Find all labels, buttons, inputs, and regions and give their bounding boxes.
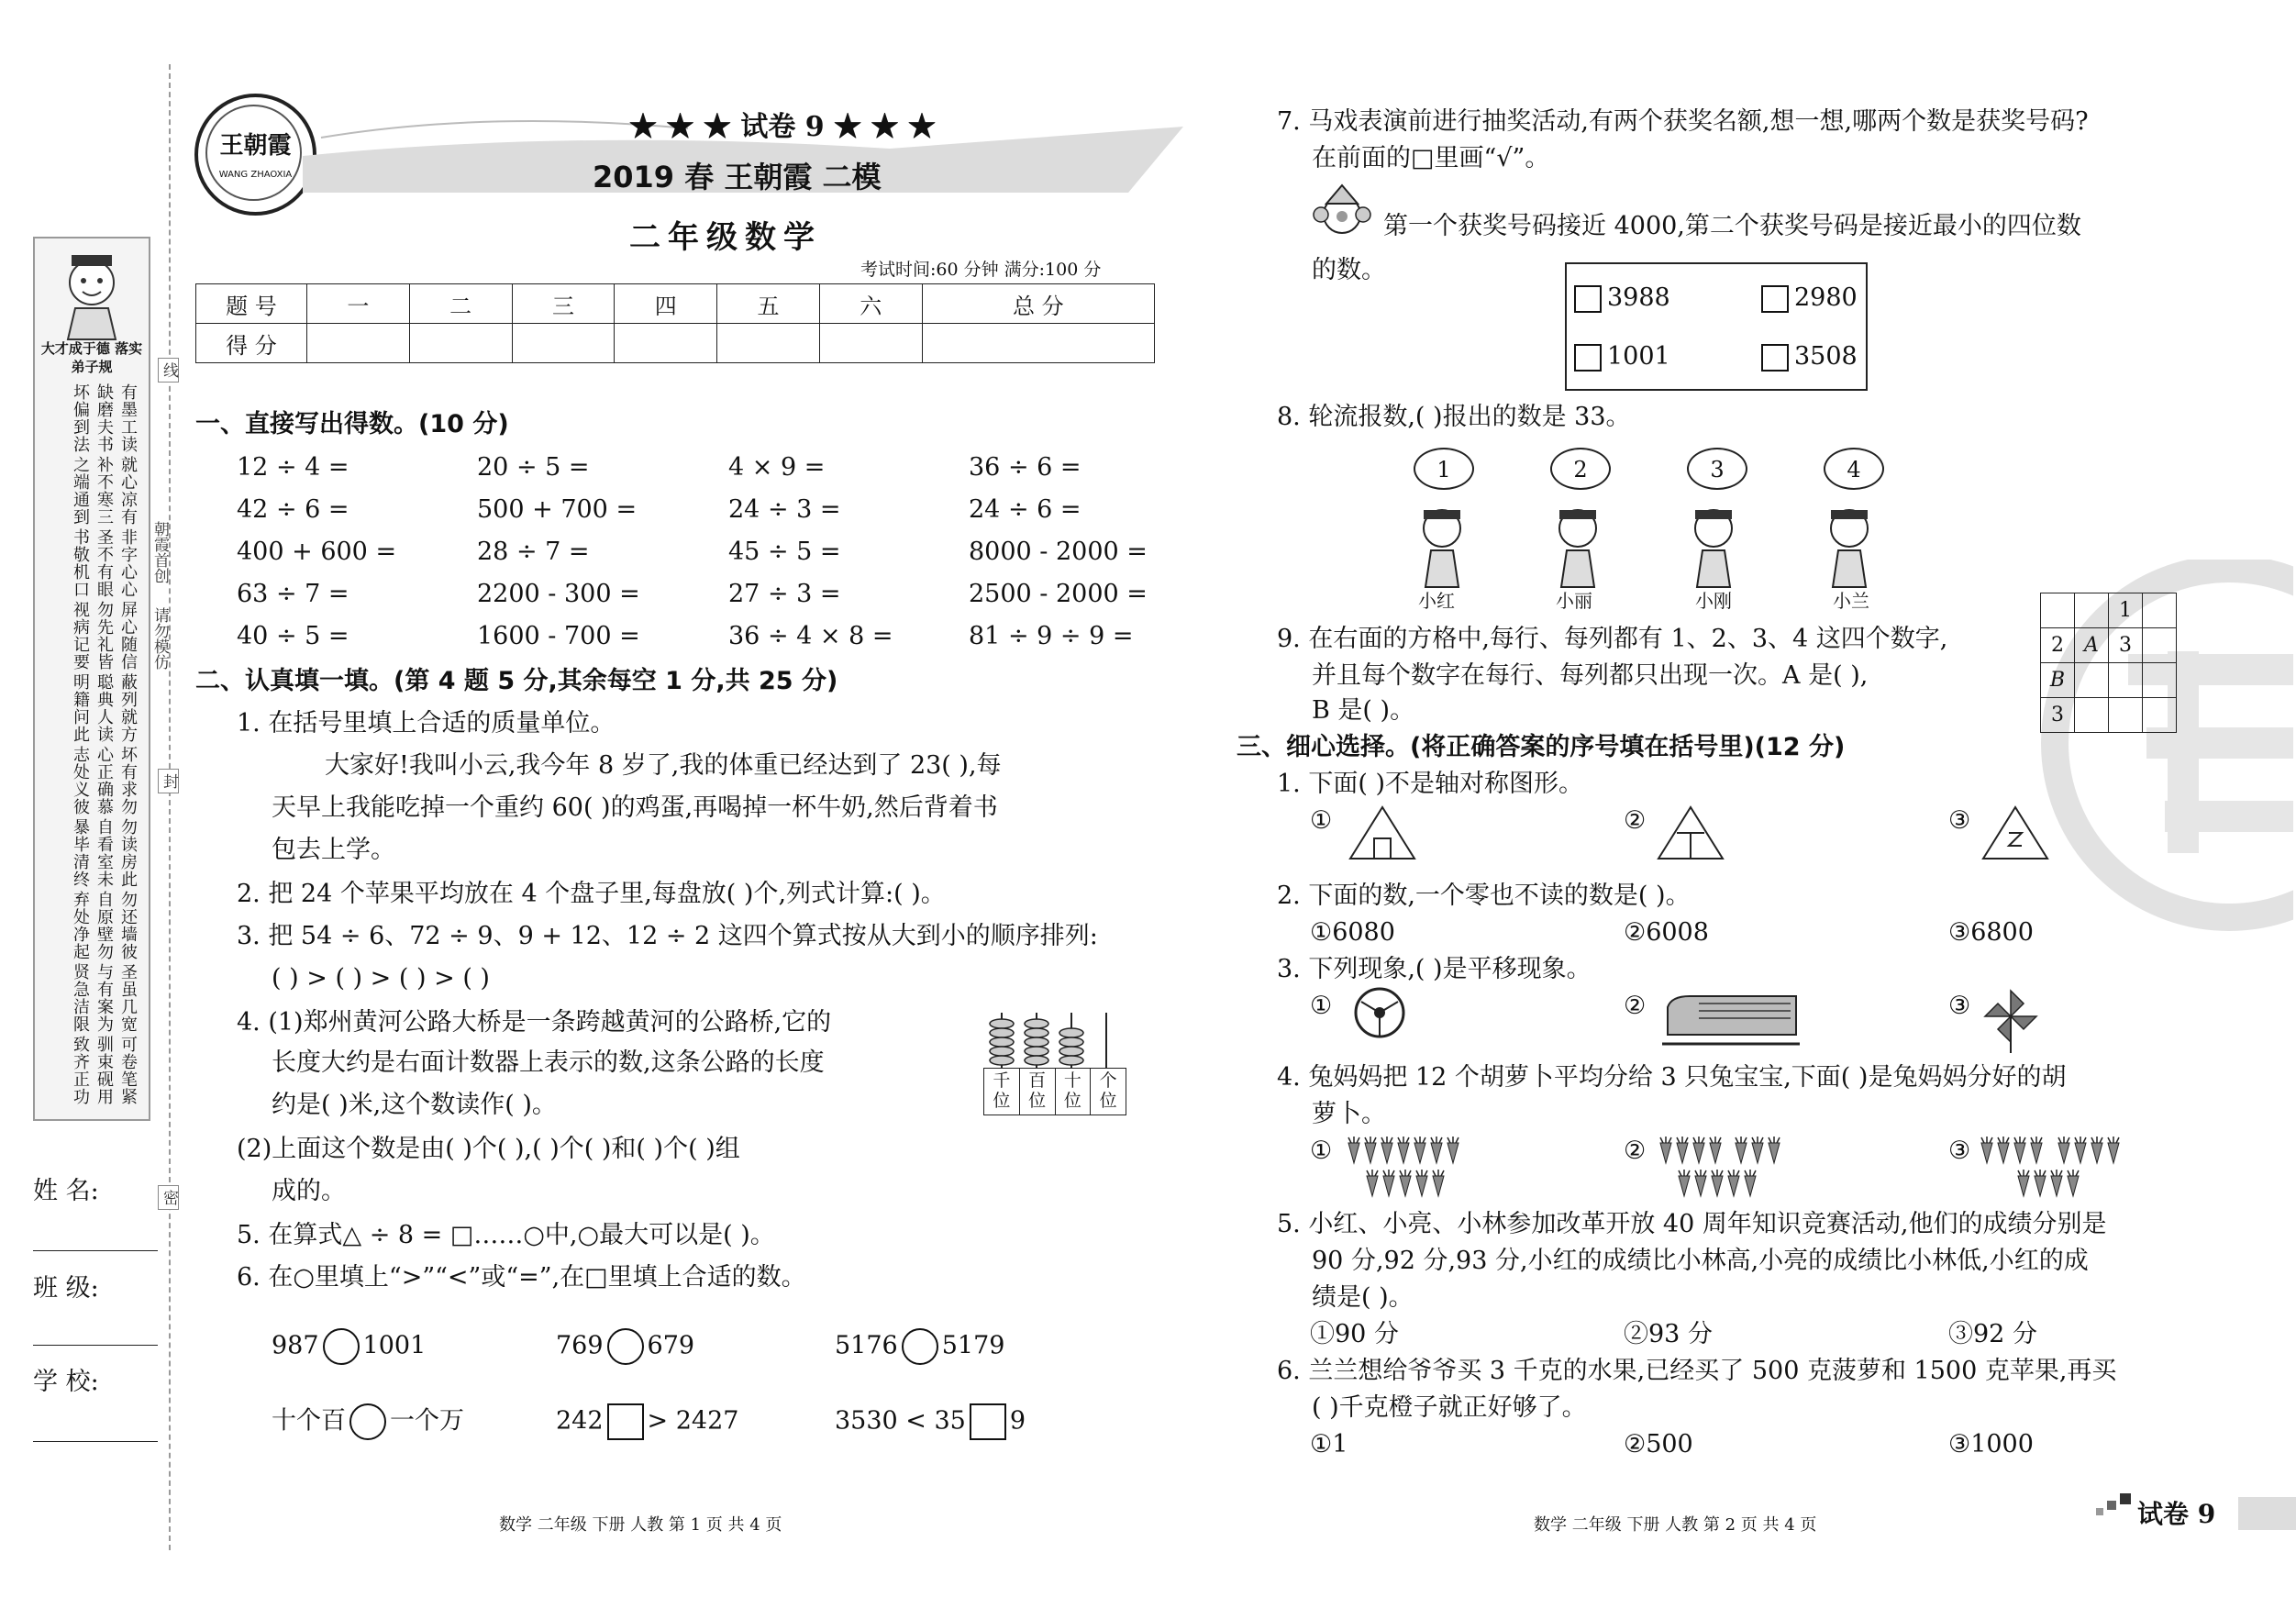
carrot-icon [2014,1137,2025,1163]
c1-text: 1. 下面( )不是轴对称图形。 [1277,770,1583,798]
q6-compare-3: 5176 5179 [835,1328,1004,1365]
c6-option-2[interactable]: ②500 [1624,1430,1693,1458]
carrot-icon [2018,1170,2029,1196]
carrot-icon [1414,1137,1425,1163]
grid-cell: 3 [2109,628,2143,663]
c4-mark-3: ③ [1948,1137,1971,1165]
class-label: 班 级: [33,1274,99,1303]
q6-compare-2: 769 679 [556,1328,694,1365]
motto-column: 蔽列就方 [118,673,138,743]
score-table [195,283,1155,363]
score-col-2: 二 [409,284,512,324]
c3-mark-2: ② [1624,992,1647,1020]
carrot-icon [1381,1137,1392,1163]
motto-column: 贤急洁限 [71,963,90,1033]
motto-column: 暴毕清终 [71,818,90,888]
q5-text: 5. 在算式△ ÷ 8 = □……○中,○最大可以是( )。 [237,1221,775,1249]
q1-line3: 包去上学。 [272,836,395,864]
calc-item: 24 ÷ 3 = [728,495,841,524]
calc-item: 36 ÷ 4 × 8 = [728,622,893,650]
c4-line1: 4. 兔妈妈把 12 个胡萝卜平均分给 3 只兔宝宝,下面( )是兔妈妈分好的胡 [1277,1063,2067,1092]
grid-cell: 1 [2109,593,2143,628]
grid-cell [2041,593,2075,628]
c3-mark-1: ① [1310,992,1333,1020]
carrot-icon [2068,1170,2079,1196]
motto-column: 自看室未 [94,818,114,888]
calc-item: 400 + 600 = [237,538,397,566]
carrot-groups-icon [1339,1130,2202,1203]
motto-column: 补不寒三 [94,456,114,526]
motto-column: 可卷笔紧 [118,1036,138,1105]
q8-name-2: 小丽 [1556,590,1592,612]
q7-checkbox[interactable] [1574,285,1602,313]
c6-line1: 6. 兰兰想给爷爷买 3 千克的水果,已经买了 500 克菠萝和 1500 克苹果,再买 [1277,1357,2117,1385]
c6-option-3[interactable]: ③1000 [1948,1430,2034,1458]
seal-char-2: 封 [158,769,179,793]
c5-option-2[interactable]: ②93 分 [1624,1320,1713,1348]
motto-column: 圣不有眼 [94,528,114,598]
q7-line2: 在前面的□里画“√”。 [1312,144,1550,172]
q8-text: 8. 轮流报数,( )报出的数是 33。 [1277,403,1631,431]
q2-text: 2. 把 24 个苹果平均放在 4 个盘子里,每盘放( )个,列式计算:( )。 [237,880,946,908]
q8-bubble-3: 3 [1687,448,1747,490]
calc-item: 63 ÷ 7 = [237,580,349,608]
calc-item: 8000 - 2000 = [969,538,1148,566]
calc-item: 500 + 700 = [477,495,638,524]
grid-cell: 2 [2041,628,2075,663]
abacus-label-hundreds: 百位 [1020,1069,1056,1115]
calc-item: 42 ÷ 6 = [237,495,349,524]
carrot-icon [1367,1170,1378,1196]
q8-name-3: 小刚 [1695,590,1732,612]
carrot-icon [1752,1137,1763,1163]
score-col-total: 总 分 [922,284,1154,324]
carrot-icon [1693,1137,1704,1163]
q3-blanks: ( ) > ( ) > ( ) > ( ) [272,964,490,993]
motto-column: 圣虽几宽 [118,963,138,1033]
carrot-icon [1679,1170,1690,1196]
c5-option-3[interactable]: ③92 分 [1948,1320,2037,1348]
q7-option-1: 3988 [1574,283,1670,314]
calc-item: 28 ÷ 7 = [477,538,590,566]
q4-line1: 4. (1)郑州黄河公路大桥是一条跨越黄河的公路桥,它的 [237,1008,832,1037]
c5-line1: 5. 小红、小亮、小林参加改革开放 40 周年知识竞赛活动,他们的成绩分别是 [1277,1210,2107,1238]
calc-item: 24 ÷ 6 = [969,495,1081,524]
section1-title: 一、直接写出得数。(10 分) [195,410,509,438]
motto-column: 非字心心 [118,528,138,598]
children-icon [1403,503,1917,589]
motto-column: 心正确慕 [94,746,114,815]
carrot-icon [1981,1137,1992,1163]
q4-line5: 成的。 [272,1177,346,1205]
exam-title: 2019 春 王朝霞 二模 [593,160,882,194]
section2-title: 二、认真填一填。(第 4 题 5 分,其余每空 1 分,共 25 分) [195,667,838,695]
exam-info: 考试时间:60 分钟 满分:100 分 [860,260,1102,280]
c5-option-1[interactable]: ①90 分 [1310,1320,1399,1348]
calc-item: 45 ÷ 5 = [728,538,841,566]
clown-icon [1310,183,1374,240]
steering-wheel-icon [1348,985,1413,1046]
calc-item: 40 ÷ 5 = [237,622,349,650]
q7-line3: 第一个获奖号码接近 4000,第二个获奖号码是接近最小的四位数 [1383,212,2081,240]
latin-square-grid [2040,593,2177,733]
footer-left: 数学 二年级 下册 人教 第 1 页 共 4 页 [499,1515,782,1535]
grid-cell: B [2041,663,2075,698]
footer-badge-band [2238,1497,2296,1530]
c2-option-2[interactable]: ②6008 [1624,918,1709,947]
triangle-figure-3-icon [1981,805,2049,860]
compare-circle[interactable] [323,1328,360,1365]
q9-line1: 9. 在右面的方格中,每行、每列都有 1、2、3、4 这四个数字, [1277,625,1948,653]
c4-mark-2: ② [1624,1137,1647,1165]
carrot-icon [2035,1170,2046,1196]
school-label: 学 校: [33,1368,99,1396]
train-icon [1662,989,1800,1049]
q6-box-1: 242 > 2427 [556,1403,738,1440]
calc-item: 4 × 9 = [728,453,826,482]
grid-cell [2109,698,2143,733]
name-label: 姓 名: [33,1177,99,1205]
calc-item: 27 ÷ 3 = [728,580,841,608]
c4-line2: 萝卜。 [1312,1100,1386,1128]
score-cell[interactable] [409,324,512,363]
section3-title: 三、细心选择。(将正确答案的序号填在括号里)(12 分) [1237,733,1846,761]
side-note-2: 请勿模仿 [150,607,169,670]
grid-cell [2075,698,2109,733]
q7-options-box [1565,262,1868,391]
motto-column: 志处义彼 [71,746,90,815]
motto-column: 勿先礼皆 [94,601,114,671]
q1-title: 1. 在括号里填上合适的质量单位。 [237,709,616,738]
q9-line3: B 是( )。 [1312,696,1415,725]
grid-cell: 3 [2041,698,2075,733]
q8-bubble-4: 4 [1824,448,1884,490]
motto-column: 驯束砚用 [94,1036,114,1105]
class-line[interactable] [33,1345,158,1346]
carrot-icon [2075,1137,2086,1163]
compare-circle[interactable] [902,1328,938,1365]
c1-mark-1: ① [1310,806,1333,835]
q4-line3: 约是( )米,这个数读作( )。 [272,1091,557,1119]
motto-column: 与有案为 [94,963,114,1033]
motto-columns [40,383,143,1108]
subject-title: 二年级数学 [629,219,822,256]
grid-cell: A [2075,628,2109,663]
abacus-beads-icon [983,1013,1126,1068]
c6-line2: ( )千克橙子就正好够了。 [1312,1393,1587,1422]
motto-column: 书敬机口 [71,528,90,598]
q7-option-2: 2980 [1761,283,1858,314]
motto-column: 明籍问此 [71,673,90,743]
carrot-icon [2108,1137,2119,1163]
abacus-label-thousands: 千位 [984,1069,1020,1115]
score-col-3: 三 [512,284,615,324]
c4-mark-1: ① [1310,1137,1333,1165]
carrot-icon [1728,1170,1739,1196]
score-header-label: 题 号 [196,284,307,324]
c2-text: 2. 下面的数,一个零也不读的数是( )。 [1277,882,1691,910]
score-col-6: 六 [819,284,922,324]
motto-column: 缺磨夫书 [94,383,114,453]
q3-text: 3. 把 54 ÷ 6、72 ÷ 9、9 + 12、12 ÷ 2 这四个算式按从大到小的顺序排列: [237,922,1098,950]
q8-name-1: 小红 [1418,590,1455,612]
motto-column: 聪典人读 [94,673,114,743]
q7-checkbox[interactable] [1761,285,1789,313]
calc-item: 2500 - 2000 = [969,580,1148,608]
q7-checkbox[interactable] [1761,344,1789,372]
paper-label: ★ ★ ★ 试卷 9 ★ ★ ★ [629,111,937,143]
grid-cell [2075,593,2109,628]
score-col-1: 一 [307,284,410,324]
c2-option-3[interactable]: ③6800 [1948,918,2034,947]
calc-item: 12 ÷ 4 = [237,453,349,482]
motto-column: 屏心随信 [118,601,138,671]
grid-cell [2143,593,2177,628]
q8-bubble-2: 2 [1550,448,1611,490]
scholar-cartoon-icon [35,238,149,349]
calc-item: 20 ÷ 5 = [477,453,590,482]
c3-mark-3: ③ [1948,992,1971,1020]
q6-box-2: 3530 < 35 9 [835,1403,1026,1440]
q4-line4: (2)上面这个数是由( )个( ),( )个( )和( )个( )组 [237,1135,740,1163]
carrot-icon [2051,1170,2062,1196]
carrot-icon [1712,1170,1723,1196]
carrot-icon [1998,1137,2009,1163]
motto-column: 致齐正功 [71,1036,90,1105]
c5-line2: 90 分,92 分,93 分,小红的成绩比小林高,小亮的成绩比小林低,小红的成 [1312,1247,2089,1275]
motto-column: 弃处净起 [71,891,90,960]
carrot-icon [1398,1137,1409,1163]
carrot-icon [1745,1170,1756,1196]
fill-box[interactable] [607,1403,644,1440]
motto-column: 视病记要 [71,601,90,671]
carrot-icon [1431,1137,1442,1163]
brand-logo [194,94,316,216]
binding-dashed-line [169,64,171,1550]
abacus-label-tens: 十位 [1056,1069,1092,1115]
footer-right: 数学 二年级 下册 人教 第 2 页 共 4 页 [1534,1515,1817,1535]
q7-checkbox[interactable] [1574,344,1602,372]
q1-line2: 天早上我能吃掉一个重约 60( )的鸡蛋,再喝掉一杯牛奶,然后背着书 [272,793,998,822]
school-line[interactable] [33,1441,158,1442]
footer-badge: 试卷 9 [2137,1499,2216,1529]
grid-cell [2109,663,2143,698]
side-note-1: 朝霞首创 [150,521,169,583]
score-row-label: 得 分 [196,324,307,363]
carrot-icon [1400,1170,1411,1196]
motto-column: 自原壁勿 [94,891,114,960]
q1-line1: 大家好!我叫小云,我今年 8 岁了,我的体重已经达到了 23( ),每 [325,751,1002,780]
c5-line3: 绩是( )。 [1312,1283,1414,1312]
compare-circle[interactable] [607,1328,644,1365]
calc-item: 1600 - 700 = [477,622,640,650]
c1-mark-2: ② [1624,806,1647,835]
grid-cell [2143,663,2177,698]
motto-column: 有墨工读 [118,383,138,453]
q7-option-3: 1001 [1574,341,1670,372]
carrot-icon [1383,1170,1394,1196]
q6-compare-1: 987 1001 [272,1328,426,1365]
q6-text: 6. 在○里填上“>”“<”或“=”,在□里填上合适的数。 [237,1263,806,1292]
motto-text: 大才成于德 落实弟子规 [40,340,143,375]
carrot-icon [2091,1137,2102,1163]
section1-calculations [237,452,1163,663]
carrot-icon [1660,1137,1671,1163]
carrot-icon [1433,1170,1444,1196]
q7-line4: 的数。 [1312,256,1386,284]
triangle-figure-2-icon [1657,805,1725,860]
q6-compare-4: 十个百 一个万 [272,1403,464,1440]
score-cell[interactable] [307,324,410,363]
seal-char-1: 线 [158,358,179,383]
score-cell[interactable] [615,324,717,363]
grid-cell [2075,663,2109,698]
compare-circle[interactable] [349,1403,386,1440]
grid-cell [2143,698,2177,733]
grid-cell [2143,628,2177,663]
carrot-icon [1348,1137,1359,1163]
score-col-5: 五 [717,284,820,324]
score-cell[interactable] [922,324,1154,363]
sidebar-motto-panel [33,237,150,1121]
q4-line2: 长度大约是右面计数器上表示的数,这条公路的长度 [272,1048,825,1077]
motto-column: 就心凉有 [118,456,138,526]
score-col-4: 四 [615,284,717,324]
carrot-icon [1365,1137,1376,1163]
q9-line2: 并且每个数字在每行、每列都只出现一次。A 是( ), [1312,661,1869,690]
carrot-icon [1447,1137,1459,1163]
score-cell[interactable] [512,324,615,363]
calc-item: 81 ÷ 9 ÷ 9 = [969,622,1134,650]
carrot-icon [1710,1137,1721,1163]
score-cell[interactable] [717,324,820,363]
abacus [983,1013,1126,1117]
c1-mark-3: ③ [1948,806,1971,835]
calc-item: 2200 - 300 = [477,580,640,608]
carrot-icon [1416,1170,1427,1196]
footer-decor [2096,1493,2133,1521]
q7-option-4: 3508 [1761,341,1858,372]
seal-char-3: 密 [158,1185,179,1210]
score-cell[interactable] [819,324,922,363]
q7-line1: 7. 马戏表演前进行抽奖活动,有两个获奖名额,想一想,哪两个数是获奖号码? [1277,107,2089,136]
carrot-icon [1677,1137,1688,1163]
c6-option-1[interactable]: ①1 [1310,1430,1348,1458]
name-line[interactable] [33,1250,158,1251]
motto-column: 勿读房此 [118,818,138,888]
triangle-figure-1-icon [1348,805,1416,860]
logo-sub: WANG ZHAOXIA [218,170,293,180]
carrot-icon [1769,1137,1780,1163]
motto-column: 坏偏到法 [71,383,90,453]
motto-column: 之端通到 [71,456,90,526]
c2-option-1[interactable]: ①6080 [1310,918,1395,947]
q8-name-4: 小兰 [1833,590,1869,612]
motto-column: 勿还墙彼 [118,891,138,960]
carrot-icon [1695,1170,1706,1196]
carrot-icon [2058,1137,2069,1163]
abacus-label-ones: 个位 [1099,1070,1117,1111]
c3-text: 3. 下列现象,( )是平移现象。 [1277,955,1592,983]
calc-item: 36 ÷ 6 = [969,453,1081,482]
motto-column: 坏有求勿 [118,746,138,815]
fill-box[interactable] [970,1403,1006,1440]
pinwheel-icon [1983,989,2038,1053]
logo-text: 王朝霞 [219,132,292,160]
carrot-icon [2031,1137,2042,1163]
q8-bubble-1: 1 [1414,448,1474,490]
carrot-icon [1736,1137,1747,1163]
